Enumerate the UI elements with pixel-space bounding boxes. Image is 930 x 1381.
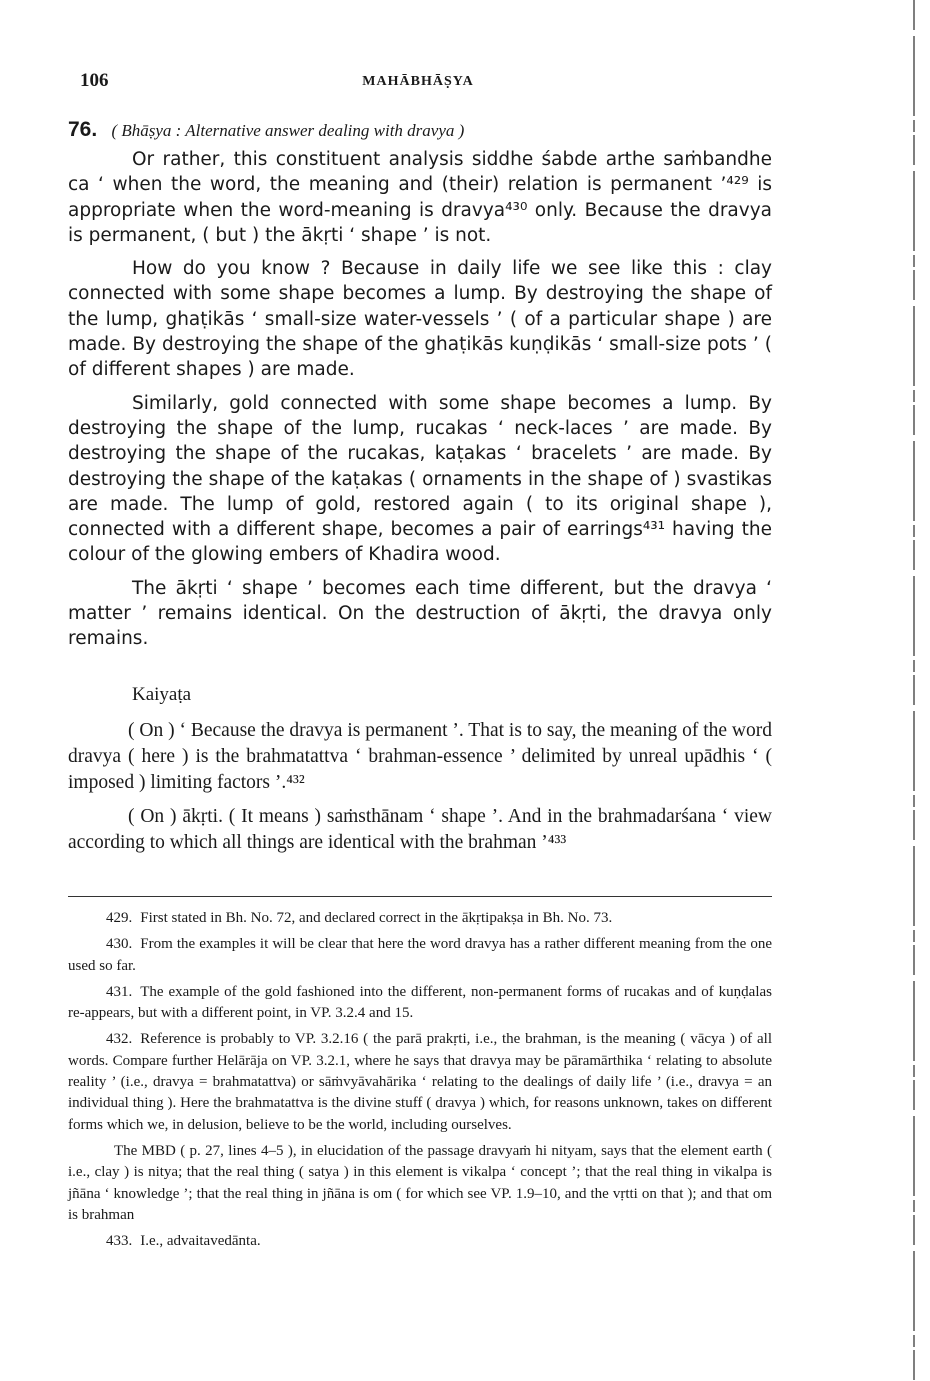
- section-number: 76.: [68, 118, 98, 141]
- footnote-number: 429.: [106, 910, 133, 926]
- footnote: [68, 1029, 772, 1135]
- section-heading-text: ( Bhāṣya : Alternative answer dealing with dravya ): [111, 121, 465, 140]
- footnote-text: From the examples it will be clear that here the word dravya has a rather different meaning from the one used so far.: [68, 936, 772, 974]
- footnote-text: The MBD ( p. 27, lines 4–5 ), in elucidation of the passage dravyaṁ hi nityam, says that the element earth ( i.e., clay ) is nitya; that the real thing ( satya ) in this element is vikalpa ‘ concept ’; that the real thing in vikalpa is jñāna ‘ knowledge ’; that the real thing in jñāna is om ( for which see VP. 1.9–10, and the vṛtti on that ); and that om is brahman: [68, 1142, 772, 1223]
- footnote-number: 430.: [106, 936, 133, 953]
- footnote-number: 431.: [106, 983, 133, 1000]
- bhasya-paragraph: How do you know ? Because in daily life we see like this : clay connected with some shape becomes a lump. By destroying the shape of the lump, ghaṭikās ‘ small-size water-vessels ’ ( of a particular shape ) are made. By destroying the shape of the ghaṭikās kuṇḍikās ‘ small-size pots ’ ( of different shapes ) are made.: [68, 258, 772, 381]
- kaiyata-paragraph: ( On ) ‘ Because the dravya is permanent ’. That is to say, the meaning of the word dravya ( here ) is the brahmatattva ‘ brahman-essence ’ delimited by unreal upādhis ‘ ( imposed ) limiting factors ’.⁴³²: [68, 719, 772, 793]
- bhasya-paragraph: Similarly, gold connected with some shape becomes a lump. By destroying the shape of the lump, rucakas ‘ neck-laces ’ are made. By destroying the shape of the rucakas, kaṭakas ‘ bracelets ’ are made. By destroying the shape of the kaṭakas ( ornaments in the shape of ) svastikas are made. The lump of gold, restored again ( to its original shape ), connected with a different shape, becomes a pair of earrings⁴³¹ having the colour of the glowing embers of Khadira wood.: [68, 392, 772, 566]
- main-text: [68, 118, 772, 864]
- footnote-number: 433.: [106, 1233, 133, 1250]
- kaiyata-paragraph: ( On ) ākṛti. ( It means ) saṁsthānam ‘ shape ’. And in the brahmadarśana ‘ view according to which all things are identical with the brahman ’⁴³³: [68, 805, 772, 853]
- footnote-text: I.e., advaitavedānta.: [140, 1233, 261, 1250]
- running-title: MAHĀBHĀṢYA: [362, 74, 474, 89]
- footnote-text: Reference is probably to VP. 3.2.16 ( the parā prakṛti, i.e., the brahman, is the meaning ( vācya ) of all words. Compare further Helārāja on VP. 3.2.1, where he says that dravya may be pāramārthika ‘ relating to absolute reality ’ (i.e., dravya = brahmatattva) or sāṁvyāvahārika ‘ relating to the dealings of daily life ’ (i.e., dravya = an individual thing ). Here the brahmatattva is the divine stuff ( dravya ) which, for reasons unknown, takes on different forms which we, in delusion, believe to be the world, including ourselves.: [68, 1031, 772, 1133]
- footnote: [68, 934, 772, 977]
- page-number: 106: [80, 70, 109, 91]
- bhasya-paragraph: The ākṛti ‘ shape ’ becomes each time different, but the dravya ‘ matter ’ remains identical. On the destruction of ākṛti, the dravya only remains.: [68, 577, 772, 650]
- footnote: [68, 908, 772, 929]
- footnote-text: The example of the gold fashioned into the different, non-permanent forms of rucakas and of kuṇḍalas re-appears, but with a different point, in VP. 3.2.4 and 15.: [68, 983, 772, 1022]
- footnotes: [68, 908, 772, 1257]
- footnote-rule: [68, 896, 772, 897]
- binding-edge-mark: [912, 0, 916, 1381]
- footnote-continuation: [68, 1141, 772, 1226]
- section-heading: [68, 118, 772, 143]
- footnote: [68, 1231, 772, 1252]
- footnote: [68, 982, 772, 1025]
- footnote-text: First stated in Bh. No. 72, and declared correct in the ākṛtipakṣa in Bh. No. 73.: [140, 910, 613, 926]
- bhasya-paragraph: Or rather, this constituent analysis siddhe śabde arthe saṁbandhe ca ‘ when the word, the meaning and (their) relation is permanent ’⁴²⁹ is appropriate when the word-meaning is dravya⁴³⁰ only. Because the dravya is permanent, ( but ) the ākṛti ‘ shape ’ is not.: [68, 149, 772, 246]
- kaiyata-heading: Kaiyaṭa: [132, 683, 192, 705]
- page-header: [68, 70, 768, 100]
- footnote-number: 432.: [106, 1031, 133, 1048]
